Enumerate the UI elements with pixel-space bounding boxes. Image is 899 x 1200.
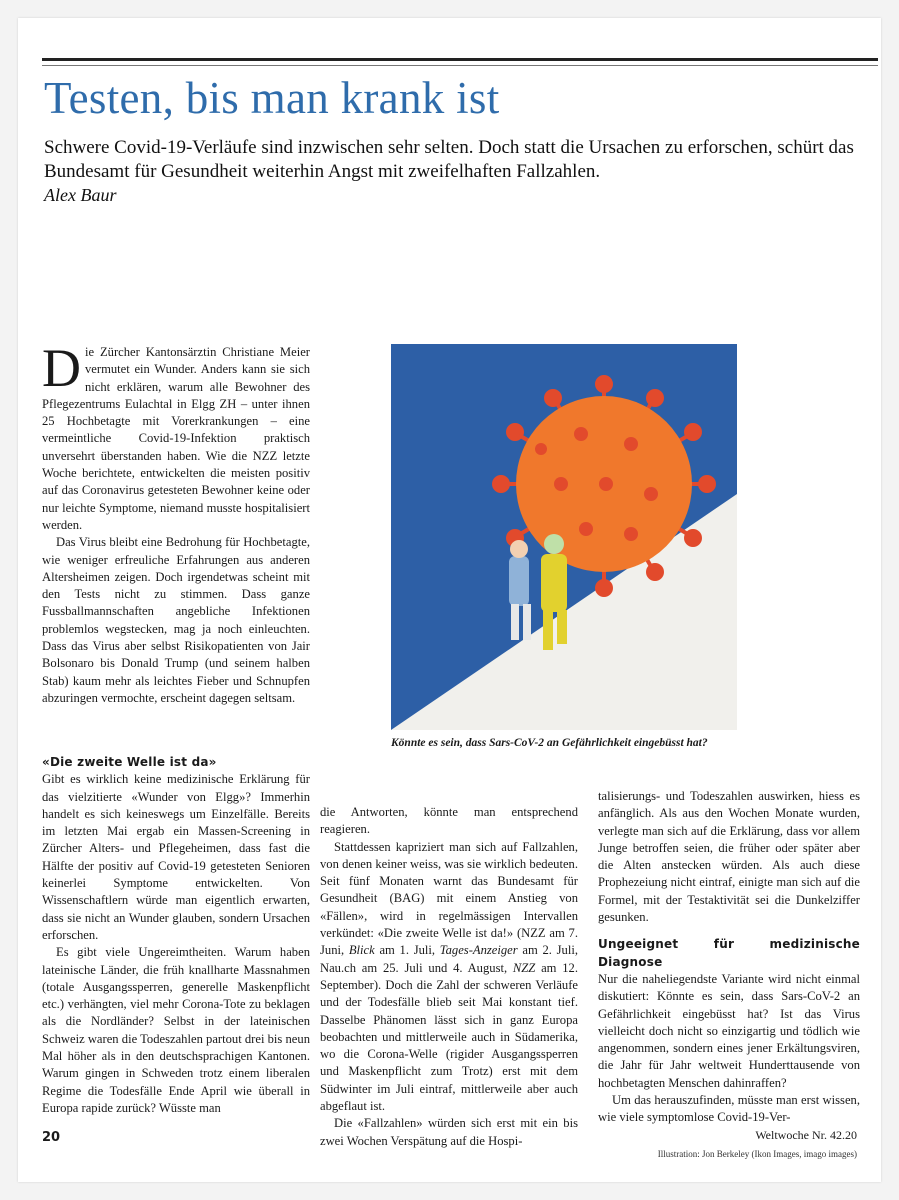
drop-cap: D <box>42 338 81 398</box>
subhead-second-wave: «Die zweite Welle ist da» <box>42 755 217 769</box>
top-rule-thin <box>42 65 878 66</box>
issue-label: Weltwoche Nr. 42.20 <box>755 1128 857 1142</box>
paragraph-6 <box>320 839 578 1116</box>
top-rule <box>42 58 878 61</box>
paragraph-8: talisierungs- und Todeszahlen auswirken, hiess es anfänglich. Als aus den Wochen Monate wurden, verlegte man sich auf die Erklärung, dass vor allem Junge betroffen seien, die früher oder später aber die Alten anstecken würden. Als auch diese Prophezeiung nicht eintraf, einigte man sich auf die Formel, mit der Testaktivität sei die Dunkelziffer gesunken. <box>598 789 860 925</box>
p6-tages-anzeiger: Tages-Anzeiger <box>439 943 518 958</box>
p6-part-c: am 1. Juli, <box>374 943 440 958</box>
column-c <box>598 788 860 1127</box>
author-byline: Alex Baur <box>44 185 117 205</box>
paragraph-7: Die «Fallzahlen» würden sich erst mit ein bis zwei Wochen Verspätung auf die Hospi- <box>320 1116 578 1148</box>
paragraph-1 <box>42 338 310 534</box>
column-b <box>320 804 578 1150</box>
illustration-credit: Illustration: Jon Berkeley (Ikon Images, imago images) <box>657 1149 857 1159</box>
column-a-bottom <box>42 754 310 1117</box>
illustration <box>391 344 737 730</box>
paragraph-9: Nur die naheliegendste Variante wird nicht einmal diskutiert: Könnte es sein, dass Sars-CoV-2 an Gefährlichkeit eingebüsst hat? Ist das Virus vielleicht doch nicht so einzigartig und tödlich wie angenommen, sondern eines jener Erkältungsviren, die Jahr für Jahr weltweit Hunderttausende von hochbetagten Menschen dahinraffen? <box>598 971 860 1090</box>
paragraph-1-text: ie Zürcher Kantonsärztin Christiane Meier vermutet ein Wunder. Anders kann sie sich nicht erklären, warum alle Bewohner des Pflegezentrums Eulachtal in Elgg ZH – unter ihnen 25 Hochbetagte mit Vorerkrankungen – eine vermeintliche Covid-19-Infektion praktisch unversehrt überstanden haben. Wie die NZZ letzte Woche berichtete, entwickelten die meisten positiv auf das Coronavirus getesteten Bewohner keine oder nur leichte Symptome, niemand musste hospitalisiert werden. <box>42 345 310 532</box>
p6-part-g: am 12. September). Doch die Zahl der schweren Verläufe und der Todesfälle blieb seit Mai konstant tief. Dasselbe Phänomen lässt sich in ganz Europa beobachten und mittlerweile auch in Südamerika, wo die Corona-Welle (rigider Ausgangssperren und Maskenpflicht zum Trotz) erst mit dem Südwinter im Juli eintraf, mittlerweile aber auch abgeflaut ist. <box>320 960 578 1114</box>
magazine-page <box>18 18 881 1182</box>
virus-illustration <box>391 344 737 730</box>
p6-part-a: Stattdessen kapriziert man sich auf Fallzahlen, von denen keiner weiss, was sie wirklich bedeuten. Seit fünf Monaten warnt das Bundesamt für Gesundheit (BAG) mit einem Anstieg von «Fällen», wird in regelmässigen Intervallen verkündet: «Die zweite Welle ist da!» (NZZ am 7. Juni, <box>320 839 578 958</box>
paragraph-5: die Antworten, könnte man entsprechend reagieren. <box>320 805 578 837</box>
subhead-diagnosis: Ungeeignet für medizinische Diagnose <box>598 937 860 969</box>
paragraph-10: Um das herauszufinden, müsste man erst wissen, wie viele symptomlose Covid-19-Ver- <box>598 1093 860 1125</box>
figure-caption: Könnte es sein, dass Sars-CoV-2 an Gefährlichkeit eingebüsst hat? <box>391 737 708 749</box>
p6-nzz: NZZ <box>512 960 536 975</box>
dek: Schwere Covid-19-Verläufe sind inzwischen sehr selten. Doch statt die Ursachen zu erforschen, schürt das Bundesamt für Gesundheit weiterhin Angst mit zweifelhaften Fallzahlen. <box>44 137 854 182</box>
headline: Testen, bis man krank ist <box>44 73 500 123</box>
p6-part-e: am 2. Juli, Nau.ch am 25. Juli und 4. August, <box>320 943 578 975</box>
paragraph-4: Es gibt viele Ungereimtheiten. Warum haben lateinische Länder, die früh knallharte Massnahmen (totale Ausgangssperren, generelle Maskenpflicht etc.) verhängten, viel mehr Corona-Tote zu beklagen als die Nordländer? Selbst in der lateinischen Schweiz waren die Todeszahlen partout drei bis neun Mal höher als in den deutschsprachigen Kantonen. Warum gingen in Schweden trotz einem liberalen Regime die Todesfälle Ende April wie überall in Europa rapide zurück? Wüsste man <box>42 945 310 1115</box>
page-number: 20 <box>42 1130 61 1145</box>
column-a-top <box>42 338 310 707</box>
p6-blick: Blick <box>348 943 375 958</box>
paragraph-3: Gibt es wirklich keine medizinische Erklärung für das vielzitierte «Wunder von Elgg»? Immerhin handelt es sich keineswegs um Einzelfälle. Bereits im letzten Mai ergab ein Massen-Screening in Zürcher Alters- und Pflegeheimen, dass fast die Hälfte der positiv auf Covid-19 getesteten Senioren keinerlei Symptome entwickelten. Von Wissenschaftlern würde man eigentlich erwarten, dass sie nicht an Wunder glauben, sondern Ursachen erforschen. <box>42 772 310 942</box>
paragraph-2: Das Virus bleibt eine Bedrohung für Hochbetagte, wie weniger erfreuliche Erfahrungen aus anderen Altersheimen zeigen. Doch irgendetwas scheint mit den Tests nicht zu stimmen. Dass ganze Fussballmannschaften angebliche Infektionen problemlos wegstecken, mag ja noch einleuchten. Dass das Virus aber selbst Risikopatienten von Jair Bolsonaro bis Donald Trump (und seinem halben Stab) kaum mehr als leichtes Fieber und Schnupfen abzuringen vermochte, erscheint dagegen seltsam. <box>42 535 310 705</box>
